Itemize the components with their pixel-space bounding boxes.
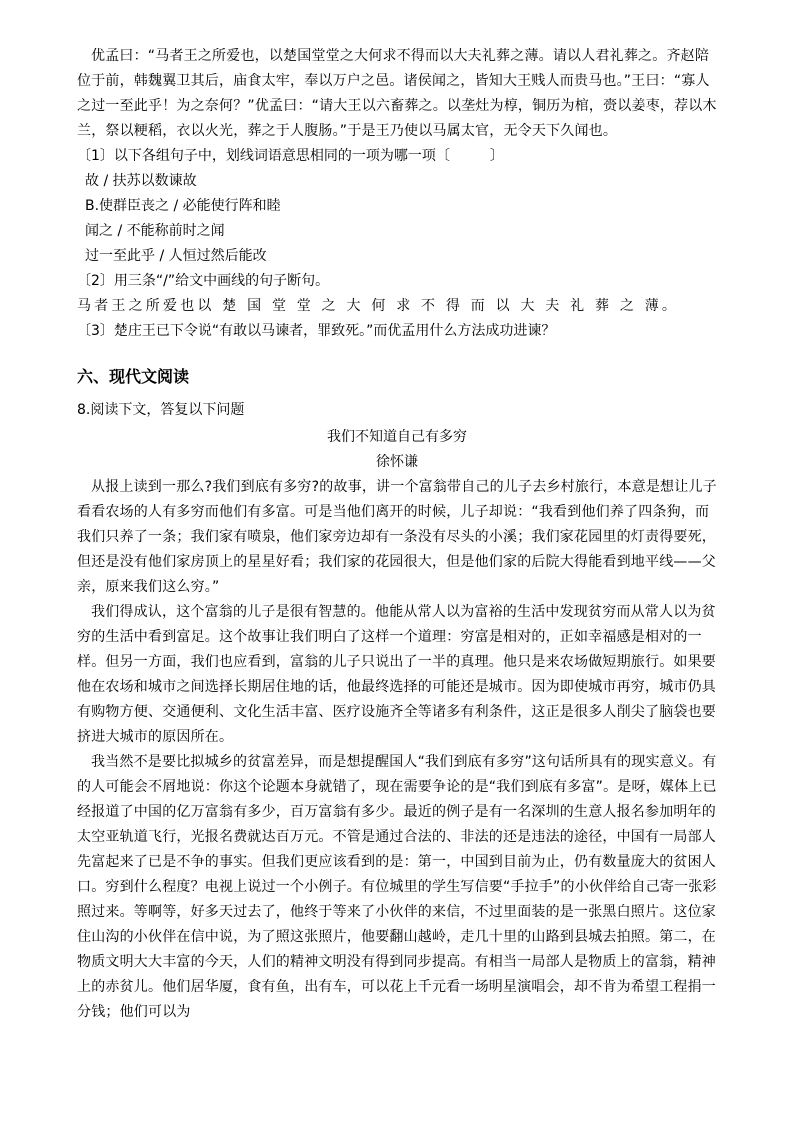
section-title: 六、现代文阅读: [77, 367, 190, 386]
option-b: B.使群臣丧之 / 必能使行阵和睦: [85, 198, 281, 214]
question-1: [77, 144, 717, 169]
question-3: 〔3〕楚庄王已下令说“有敢以马谏者，罪致死。”而优孟用什么方法成功进谏？: [77, 323, 556, 339]
article-paragraph-1: 从报上读到一那么?我们到底有多穷?的故事，讲一个富翁带自己的儿子去乡村旅行，本意是想让儿子看看农场的人有多穷而他们有多富。可是当他们离开的时候，儿子却说：“我看到他们养了四条狗，而我们只养了一条；我们家有喷泉，他们家旁边却有一条没有尽头的小溪；我们家花园里的灯责得要死，但还是没有他们家房顶上的星星好看；我们家的花园很大，但是他们家的后院大得能看到地平线——父亲，原来我们这么穷。”: [77, 479, 717, 595]
document-content: [77, 44, 717, 1025]
article-paragraph-2: 我们得成认，这个富翁的儿子是很有智慧的。他能从常人以为富裕的生活中发现贫穷而从常人以为贫穷的生活中看到富足。这个故事让我们明白了这样一个道理：穷富是相对的，正如幸福感是相对的一样。但另一方面，我们也应看到，富翁的儿子只说出了一半的真理。他只是来农场做短期旅行。如果要他在农场和城市之间选择长期居住地的话，他最终选择的可能还是城市。因为即使城市再穷，城市仍具有购物方便、交通便利、文化生活丰富、医疗设施齐全等诸多有利条件，这正是很多人削尖了脑袋也要挤进大城市的原因所在。: [77, 604, 716, 745]
question-2-sentence: 马者王之所爱也以 楚 国 堂 堂 之 大 何 求 不 得 而 以 大 夫 礼 葬 之 薄。: [77, 298, 680, 314]
question-1-end: 〕: [489, 148, 504, 164]
classical-passage: 优孟曰：“马者王之所爱也，以楚国堂堂之大何求不得而以大夫礼葬之薄。请以人君礼葬之。齐赵陪位于前，韩魏翼卫其后，庙食太牢，奉以万户之邑。诸侯闻之，皆知大王贱人而贵马也。”王曰：“寡人之过一至此乎！为之奈何？”优孟曰：“请大王以六畜葬之。以垄灶为椁，铜历为棺，赍以姜枣，荐以木兰，祭以粳稻，衣以火光，葬之于人腹肠。”于是王乃使以马属太官，无令天下久闻也。: [77, 48, 717, 139]
question-8: 8.阅读下文，答复以下问题: [77, 402, 245, 418]
article-paragraph-3: 我当然不是要比拟城乡的贫富差异，而是想提醒国人“我们到底有多穷”这句话所具有的现实意义。有的人可能会不屑地说：你这个论题本身就错了，现在需要争论的是“我们到底有多富”。是呀，媒体上已经报道了中国的亿万富翁有多少，百万富翁有多少。最近的例子是有一名深圳的生意人报名参加明年的太空亚轨道飞行，光报名费就达百万元。不管是通过合法的、非法的还是违法的途径，中国有一局部人先富起来了已是不争的事实。但我们更应该看到的是：第一，中国到目前为止，仍有数量庞大的贫困人口。穷到什么程度？电视上说过一个小例子。有位城里的学生写信要“手拉手”的小伙伴给自己寄一张彩照过来。等啊等，好多天过去了，他终于等来了小伙伴的来信，不过里面装的是一张黑白照片。这位家住山沟的小伙伴在信中说，为了照这张照片，他要翻山越岭，走几十里的山路到县城去拍照。第二，在物质文明大大丰富的今天，人们的精神文明没有得到同步提高。有相当一局部人是物质上的富翁，精神上的赤贫儿。他们居华厦，食有鱼，出有车，可以花上千元看一场明星演唱会，却不肯为希望工程捐一分钱；他们可以为: [77, 754, 717, 1020]
option-a: 故 / 扶苏以数谏故: [85, 173, 197, 189]
article-title: 我们不知道自己有多穷: [327, 429, 467, 445]
question-2: 〔2〕用三条“/”给文中画线的句子断句。: [77, 273, 330, 289]
option-c: 闻之 / 不能称前时之闻: [85, 223, 225, 239]
article-author: 徐怀谦: [376, 454, 418, 470]
question-1-text: 〔1〕以下各组句子中，划线词语意思相同的一项为哪一项〔: [77, 148, 450, 164]
option-d: 过一至此乎 / 人恒过然后能改: [85, 248, 267, 264]
